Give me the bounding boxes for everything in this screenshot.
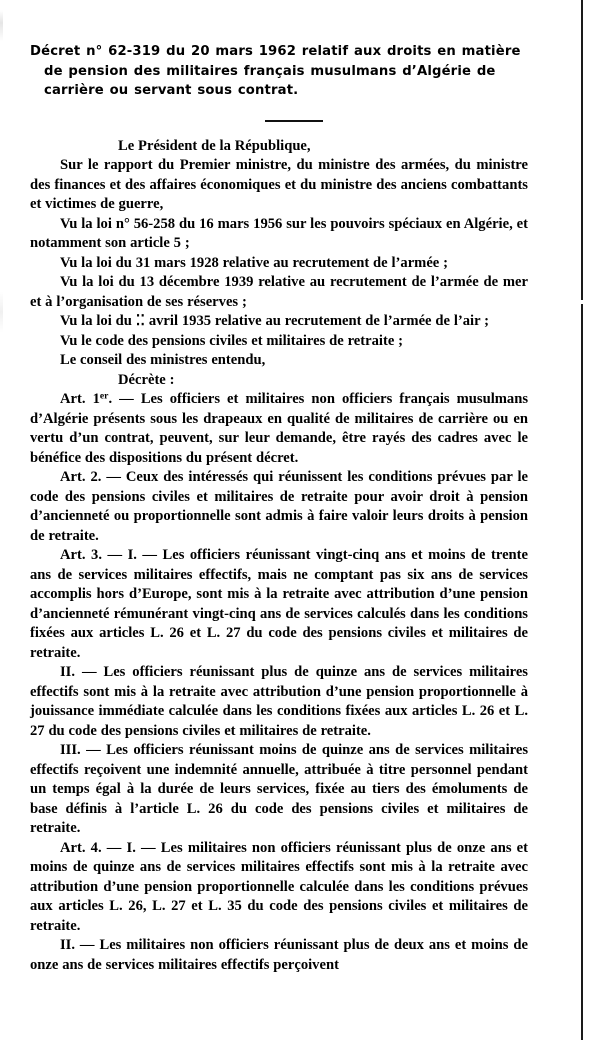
preamble-citation-6: Le conseil des ministres entendu, xyxy=(60,352,266,368)
article-4-section-1-label: I. — xyxy=(126,839,161,856)
preamble-citation-4: Vu la loi du ⁚⁚ avril 1935 relative au recrutement de l’armée de l’air ; xyxy=(60,313,490,329)
article-4-section-1-text: Les militaires non officiers réunissant plus de onze ans et moins de quinze ans de services militaires effectifs sont mis à la retraite avec attribution d’une pension proportionnelle calculée dans les conditions prévues aux articles L. 26, L. 27 et L. 35 du code des pensions civiles et militaires de retraite. xyxy=(30,839,528,934)
article-4-section-2 xyxy=(30,936,528,975)
article-2-heading-suffix: . — xyxy=(97,469,126,485)
article-3-section-3-text: Les officiers réunissant moins de quinze ans de services militaires effectifs reçoivent une indemnité annuelle, attribuée à titre personnel pendant un temps égal à la durée de leurs services, fixée au tiers des émoluments de base définis à l’article L. 26 du code des pensions civiles et militaires de retraite. xyxy=(30,742,528,836)
preamble-addressee: Le Président de la République, xyxy=(118,137,311,154)
preamble-report: Sur le rapport du Premier ministre, du ministre des armées, du ministre des finances et des affaires économiques et du ministre des anciens combattants et victimes de guerre, xyxy=(30,157,528,212)
document-body xyxy=(0,127,538,976)
article-3-section-1-text: Les officiers réunissant vingt-cinq ans et moins de trente ans de services militaires effectifs, mais ne comptant pas six ans de services accomplis hors d’Europe, sont mis à la retraite avec attribution d’une pension d’ancienneté rémunérant vingt-cinq ans de services calculés dans les conditions fixées aux articles L. 26 et L. 27 du code des pensions civiles et militaires de retraite. xyxy=(30,547,529,661)
article-2-text: Ceux des intéressés qui réunissent les conditions prévues par le code des pensions civiles et militaires de retraite pour avoir droit à pension d’ancienneté ou proportionnelle sont admis à faire valoir leurs droits à pension de retraite. xyxy=(30,469,528,544)
page-title xyxy=(0,0,578,101)
preamble-citation-1: Vu la loi n° 56-258 du 16 mars 1956 sur les pouvoirs spéciaux en Algérie, et notamment son article 5 ; xyxy=(30,215,528,251)
preamble-citation-5: Vu le code des pensions civiles et militaires de retraite ; xyxy=(60,332,404,349)
article-3-section-2-text: Les officiers réunissant plus de quinze ans de services militaires effectifs sont mis à la retraite avec attribution d’une pension proportionnelle à jouissance immédiate calculée dans les conditions fixées aux articles L. 26 et L. 27 du code des pensions civiles et militaires de retraite. xyxy=(30,664,528,739)
article-3-heading-suffix: . — xyxy=(98,547,128,563)
article-3-section-1 xyxy=(30,546,528,663)
enacting-clause: Décrète : xyxy=(118,371,175,388)
article-4-section-2-text: Les militaires non officiers réunissant plus de deux ans et moins de onze ans de services militaires effectifs perçoivent xyxy=(30,937,528,973)
article-1-text: Les officiers et militaires non officiers français musulmans d’Algérie présents sous les drapeaux en qualité de militaires de carrière ou en vertu d’un contrat, peuvent, sur leur demande, être rayés des cadres avec le bénéfice des dispositions du présent décret. xyxy=(30,391,528,466)
title-line-1: Décret n° 62-319 du 20 mars 1962 relatif aux droits en matière xyxy=(30,44,521,59)
article-4-section-2-label: II. — xyxy=(60,937,100,953)
article-3-section-1-label: I. — xyxy=(127,547,163,563)
article-2-paragraph xyxy=(30,468,528,546)
title-line-3: carrière ou servant sous contrat. xyxy=(44,83,299,98)
title-line-2: de pension des militaires français musulmans d’Algérie de xyxy=(44,63,496,79)
article-3-section-3-label: III. — xyxy=(60,742,107,758)
article-1-heading-suffix: . — xyxy=(108,391,141,407)
article-1-paragraph xyxy=(30,390,528,468)
article-4-section-1 xyxy=(30,839,528,937)
article-4-heading-suffix: . — xyxy=(97,839,127,856)
article-2-heading: Art. 2 xyxy=(60,469,98,485)
title-separator xyxy=(0,101,578,127)
article-1-ordinal: er xyxy=(99,390,109,402)
preamble-citation-2: Vu la loi du 31 mars 1928 relative au recrutement de l’armée ; xyxy=(60,254,448,271)
article-3-heading: Art. 3 xyxy=(60,547,99,563)
preamble-citation-3: Vu la loi du 13 décembre 1939 relative au recrutement de l’armée de mer et à l’organisation de ses réserves ; xyxy=(30,274,528,310)
column-rule xyxy=(581,0,583,1040)
article-3-section-3 xyxy=(30,741,528,839)
article-3-section-2-label: II. — xyxy=(60,664,104,680)
separator-rule xyxy=(265,120,323,122)
article-4-heading: Art. 4 xyxy=(60,839,98,856)
article-3-section-2 xyxy=(30,663,528,741)
article-1-heading: Art. 1 xyxy=(60,391,100,407)
